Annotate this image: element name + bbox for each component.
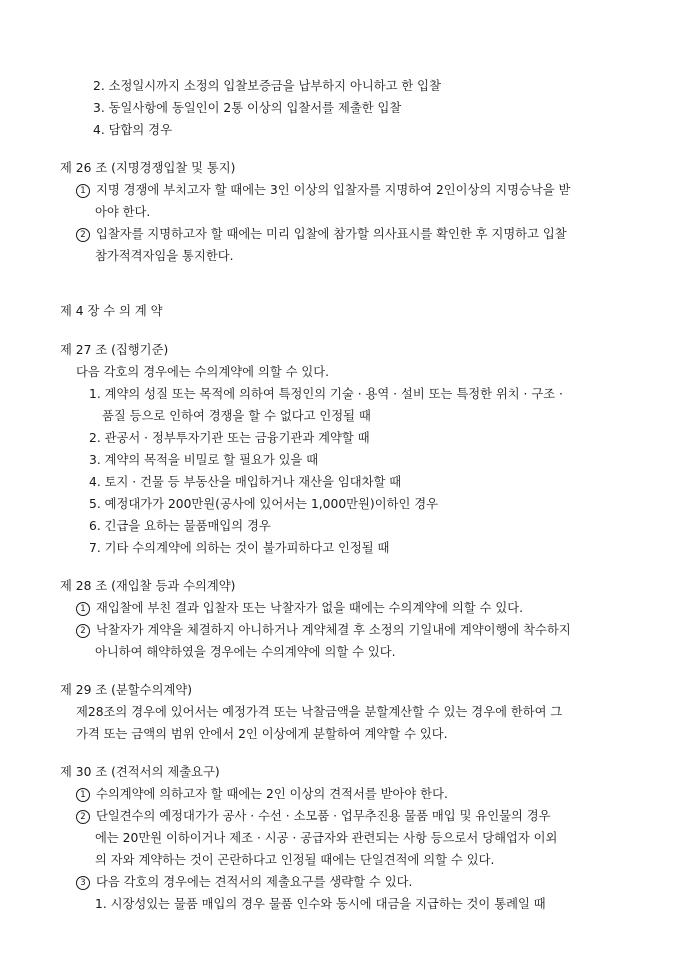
article-26-heading: 제 26 조 (지명경쟁입찰 및 통지) [60,161,236,175]
article-28-clause-1: 1 재입찰에 부친 결과 입찰자 또는 낙찰자가 없을 때에는 수의계약에 의할 수 있다. [76,600,523,616]
circled-number: 2 [76,228,90,242]
article-30-clause-2: 2 단일견수의 예정대가가 공사 · 수선 · 소모품 · 업무추진용 물품 매입 및 유인물의 경우 [76,808,551,824]
article-29-heading: 제 29 조 (분할수의계약) [60,683,192,697]
circled-number: 2 [76,624,90,638]
article-29-body-cont: 가격 또는 금액의 범위 안에서 2인 이상에게 분할하여 계약할 수 있다. [76,727,448,741]
article-27-intro: 다음 각호의 경우에는 수의계약에 의할 수 있다. [76,365,330,379]
list-item: 2. 관공서 · 정부투자기관 또는 금융기관과 계약할 때 [89,431,370,445]
article-26-clause-1-cont: 아야 한다. [95,205,151,219]
list-item-cont: 품질 등으로 인하여 경쟁을 할 수 없다고 인정될 때 [102,409,371,423]
list-item: 2. 소정일시까지 소정의 입찰보증금을 납부하지 아니하고 한 입찰 [93,79,441,93]
list-item: 4. 담합의 경우 [93,123,172,137]
article-26-clause-2: 2 입찰자를 지명하고자 할 때에는 미리 입찰에 참가할 의사표시를 확인한 후 지명하고 입찰 [76,226,567,242]
list-item: 6. 긴급을 요하는 물품매입의 경우 [89,519,271,533]
list-item: 3. 계약의 목적을 비밀로 할 필요가 있을 때 [89,453,319,467]
chapter-heading: 제 4 장 수 의 계 약 [60,304,163,318]
article-30-clause-2-cont: 의 자와 계약하는 것이 곤란하다고 인정될 때에는 단일견적에 의할 수 있다. [95,853,495,867]
article-30-clause-2-cont: 에는 20만원 이하이거나 제조 · 시공 · 공급자와 관련되는 사항 등으로서 당해업자 이외 [95,831,558,845]
article-26-clause-2-cont: 참가적격자임을 통지한다. [95,249,234,263]
article-28-heading: 제 28 조 (재입찰 등과 수의계약) [60,579,236,593]
list-item: 1. 계약의 성질 또는 목적에 의하여 특정인의 기술 · 용역 · 설비 또는 특정한 위치 · 구조 · [89,387,563,401]
list-item: 1. 시장성있는 물품 매입의 경우 물품 인수와 동시에 대금을 지급하는 것이 통례일 때 [95,897,546,911]
list-item: 3. 동일사항에 동일인이 2통 이상의 입찰서를 제출한 입찰 [93,101,402,115]
article-28-clause-2: 2 낙찰자가 계약을 체결하지 아니하거나 계약체결 후 소정의 기일내에 계약이행에 착수하지 [76,622,571,638]
article-27-heading: 제 27 조 (집행기준) [60,343,169,357]
article-30-heading: 제 30 조 (견적서의 제출요구) [60,765,220,779]
circled-number: 1 [76,184,90,198]
article-28-clause-2-cont: 아니하여 해약하였을 경우에는 수의계약에 의할 수 있다. [95,645,396,659]
article-30-clause-3: 3 다음 각호의 경우에는 견적서의 제출요구를 생략할 수 있다. [76,874,412,890]
list-item: 4. 토지 · 건물 등 부동산을 매입하거나 재산을 임대차할 때 [89,475,402,489]
list-item: 5. 예정대가가 200만원(공사에 있어서는 1,000만원)이하인 경우 [89,497,439,511]
article-26-clause-1: 1 지명 경쟁에 부치고자 할 때에는 3인 이상의 입찰자를 지명하여 2인이상의 지명승낙을 받 [76,182,570,198]
circled-number: 1 [76,788,90,802]
circled-number: 2 [76,810,90,824]
list-item: 7. 기타 수의계약에 의하는 것이 불가피하다고 인정될 때 [89,541,390,555]
circled-number: 3 [76,876,90,890]
article-30-clause-1: 1 수의계약에 의하고자 할 때에는 2인 이상의 견적서를 받아야 한다. [76,786,448,802]
article-29-body: 제28조의 경우에 있어서는 예정가격 또는 낙찰금액을 분할계산할 수 있는 경우에 한하여 그 [76,705,563,719]
circled-number: 1 [76,602,90,616]
